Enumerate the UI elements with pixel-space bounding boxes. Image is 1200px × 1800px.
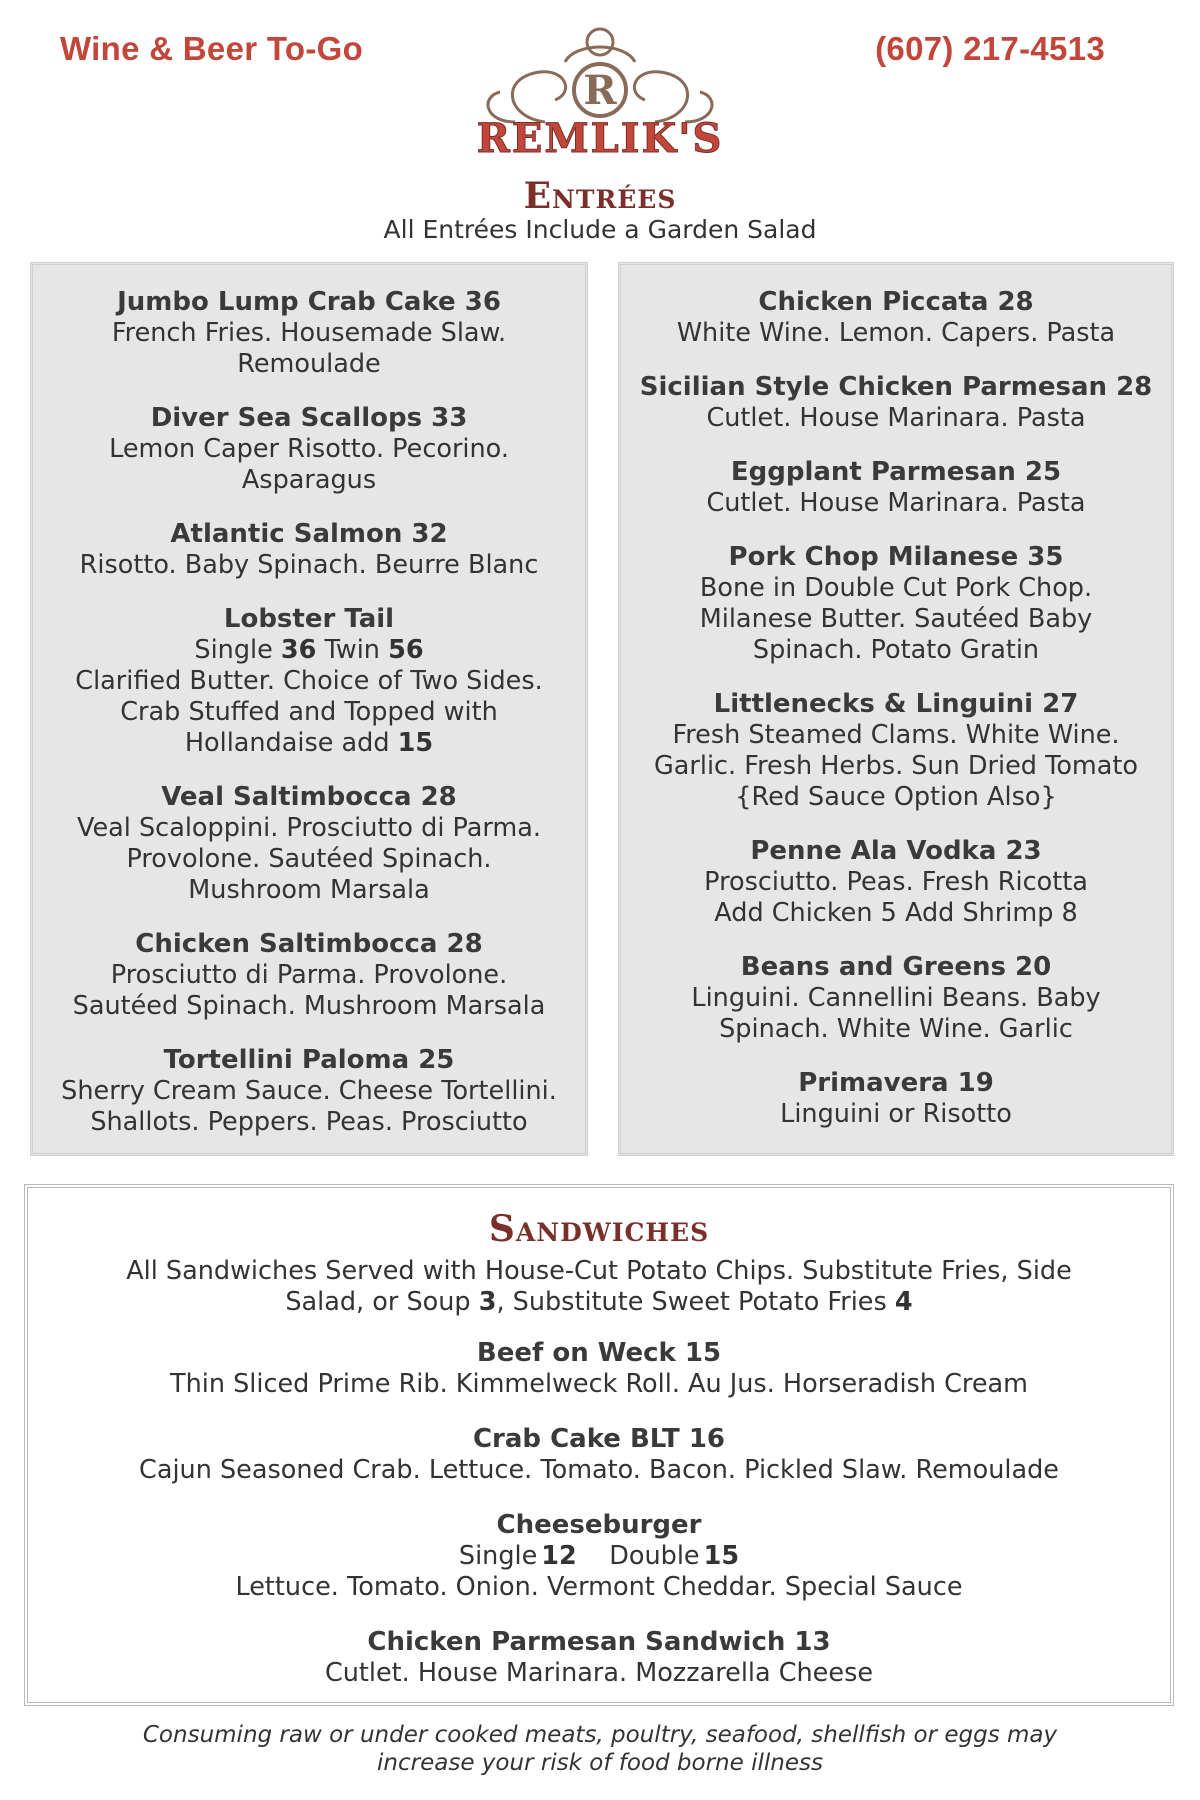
lobster-prices	[33, 635, 585, 666]
item-description: Sherry Cream Sauce. Cheese Tortellini. Shallots. Peppers. Peas. Prosciutto	[61, 1076, 557, 1137]
item-name: Crab Cake BLT 16	[472, 1424, 726, 1454]
entrees-left-column	[30, 262, 588, 1156]
logo-text: REMLIK'S	[476, 115, 724, 162]
cheeseburger-prices	[28, 1541, 1170, 1572]
menu-item	[621, 952, 1171, 1045]
wine-beer-to-go-label: Wine & Beer To-Go	[60, 30, 364, 67]
hollandaise-addon	[33, 728, 585, 759]
item-name: Atlantic Salmon 32	[170, 519, 448, 549]
twin-price: 56	[388, 635, 424, 665]
item-description: Cutlet. House Marinara. Pasta	[706, 403, 1086, 433]
item-name: Lobster Tail	[223, 604, 395, 634]
remliks-logo	[445, 22, 755, 164]
menu-item	[621, 1068, 1171, 1130]
disclaimer-line-1: Consuming raw or under cooked meats, poultry, seafood, shellfish or eggs may	[142, 1722, 1058, 1748]
menu-item	[33, 287, 585, 380]
menu-item	[621, 457, 1171, 519]
disclaimer-line-2: increase your risk of food borne illness	[377, 1750, 823, 1776]
menu-item	[28, 1424, 1170, 1486]
item-name: Chicken Piccata 28	[758, 287, 1034, 317]
intro-sweet-potato: , Substitute Sweet Potato Fries	[496, 1287, 887, 1317]
item-name: Eggplant Parmesan 25	[730, 457, 1062, 487]
item-name: Littlenecks & Linguini 27	[713, 689, 1079, 719]
double-label: Double	[609, 1541, 700, 1571]
menu-item	[33, 403, 585, 496]
item-description: Risotto. Baby Spinach. Beurre Blanc	[79, 550, 539, 580]
item-name: Pork Chop Milanese 35	[728, 542, 1064, 572]
food-safety-disclaimer	[0, 1721, 1200, 1777]
item-name: Primavera 19	[798, 1068, 994, 1098]
entrees-right-column	[618, 262, 1174, 1156]
menu-item	[28, 1627, 1170, 1689]
item-description: Fresh Steamed Clams. White Wine. Garlic. Fresh Herbs. Sun Dried Tomato {Red Sauce Option Also}	[654, 720, 1138, 812]
item-description: Linguini. Cannellini Beans. Baby Spinach. White Wine. Garlic	[691, 983, 1101, 1044]
menu-item-cheeseburger	[28, 1510, 1170, 1603]
menu-item-lobster-tail	[33, 604, 585, 759]
intro-line-2	[28, 1287, 1170, 1318]
logo-initial: R	[583, 67, 617, 114]
item-description: Prosciutto. Peas. Fresh Ricotta Add Chicken 5 Add Shrimp 8	[704, 867, 1088, 928]
item-description: French Fries. Housemade Slaw. Remoulade	[111, 318, 507, 379]
intro-price-side: 3	[478, 1287, 497, 1317]
addon-label: Hollandaise add	[184, 728, 390, 758]
item-name: Sicilian Style Chicken Parmesan 28	[639, 372, 1153, 402]
single-price: 12	[541, 1541, 577, 1571]
single-label: Single	[194, 635, 273, 665]
item-description: Linguini or Risotto	[780, 1099, 1012, 1129]
menu-item	[621, 542, 1171, 666]
item-name: Diver Sea Scallops 33	[150, 403, 468, 433]
twin-label: Twin	[324, 635, 380, 665]
item-description: Bone in Double Cut Pork Chop. Milanese Butter. Sautéed Baby Spinach. Potato Gratin	[699, 573, 1093, 665]
item-name: Tortellini Paloma 25	[163, 1045, 455, 1075]
menu-item	[621, 287, 1171, 349]
intro-line-1: All Sandwiches Served with House-Cut Potato Chips. Substitute Fries, Side	[126, 1256, 1072, 1286]
item-description: Veal Scaloppini. Prosciutto di Parma. Provolone. Sautéed Spinach. Mushroom Marsala	[77, 813, 541, 905]
item-name: Penne Ala Vodka 23	[750, 836, 1042, 866]
item-name: Jumbo Lump Crab Cake 36	[117, 287, 501, 317]
menu-item	[621, 689, 1171, 813]
item-description: Lemon Caper Risotto. Pecorino. Asparagus	[109, 434, 509, 495]
item-name: Beef on Weck 15	[476, 1338, 722, 1368]
item-description: Prosciutto di Parma. Provolone. Sautéed Spinach. Mushroom Marsala	[72, 960, 546, 1021]
item-description: Cutlet. House Marinara. Pasta	[706, 488, 1086, 518]
entrees-title: Entrées	[523, 175, 677, 217]
menu-item	[33, 1045, 585, 1138]
single-label: Single	[458, 1541, 538, 1571]
item-description: White Wine. Lemon. Capers. Pasta	[676, 318, 1116, 348]
double-price: 15	[703, 1541, 740, 1571]
item-description: Cutlet. House Marinara. Mozzarella Cheese	[324, 1658, 874, 1688]
item-name: Cheeseburger	[496, 1510, 702, 1540]
item-name: Veal Saltimbocca 28	[161, 782, 457, 812]
menu-item	[33, 929, 585, 1022]
sandwiches-intro	[28, 1256, 1170, 1318]
intro-price-sweet-potato: 4	[894, 1287, 913, 1317]
menu-item	[28, 1338, 1170, 1400]
item-description: Cajun Seasoned Crab. Lettuce. Tomato. Bacon. Pickled Slaw. Remoulade	[139, 1455, 1059, 1485]
menu-item	[33, 519, 585, 581]
item-description: Clarified Butter. Choice of Two Sides. Crab Stuffed and Topped with	[75, 666, 543, 727]
addon-price: 15	[397, 728, 434, 758]
item-description: Lettuce. Tomato. Onion. Vermont Cheddar. Special Sauce	[235, 1572, 963, 1602]
phone-number: (607) 217-4513	[875, 30, 1105, 67]
intro-side-options: Salad, or Soup	[285, 1287, 471, 1317]
sandwiches-section	[24, 1184, 1174, 1706]
item-name: Beans and Greens 20	[740, 952, 1052, 982]
item-name: Chicken Saltimbocca 28	[135, 929, 483, 959]
menu-item	[621, 372, 1171, 434]
menu-item	[621, 836, 1171, 929]
sandwiches-title: Sandwiches	[488, 1208, 710, 1250]
entrees-subtitle: All Entrées Include a Garden Salad	[383, 215, 817, 244]
item-name: Chicken Parmesan Sandwich 13	[367, 1627, 831, 1657]
item-description: Thin Sliced Prime Rib. Kimmelweck Roll. Au Jus. Horseradish Cream	[170, 1369, 1028, 1399]
menu-item	[33, 782, 585, 906]
single-price: 36	[280, 635, 317, 665]
